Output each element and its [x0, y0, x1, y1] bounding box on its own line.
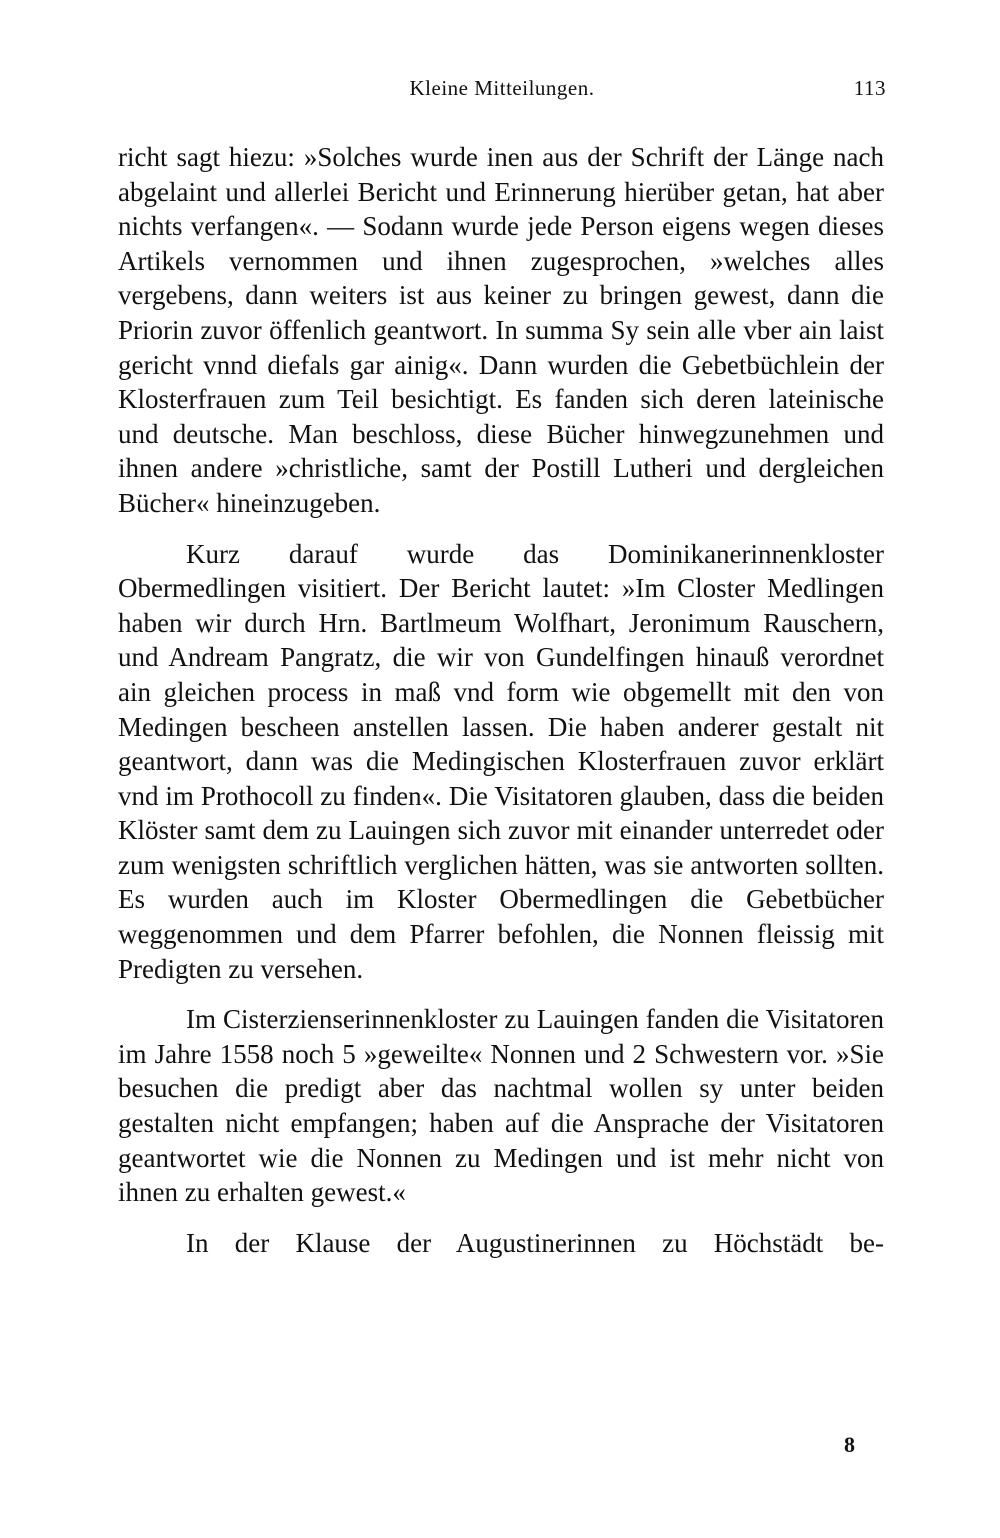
body-text	[118, 140, 884, 1260]
page-number: 113	[853, 76, 886, 100]
paragraph-4: In der Klause der Augustinerinnen zu Höchstädt be-	[186, 1227, 884, 1258]
running-head	[118, 76, 886, 104]
running-title: Kleine Mitteilungen.	[409, 76, 595, 100]
signature-mark: 8	[844, 1432, 855, 1457]
paragraph-3: Im Cisterzienserinnenkloster zu Lauingen fanden die Visitatoren im Jahre 1558 noch 5 »geweilte« Nonnen und 2 Schwestern vor. »Sie besuchen die predigt aber das nachtmal wollen sy unter beiden gestalten nicht empfangen; haben auf die Ansprache der Visitatoren geantwortet wie die Nonnen zu Medingen und ist mehr nicht von ihnen zu erhalten gewest.«	[118, 1004, 884, 1208]
paragraph-1: richt sagt hiezu: »Solches wurde inen aus der Schrift der Länge nach abgelaint und allerlei Bericht und Erinnerung hierüber getan, hat aber nichts verfangen«. — Sodann wurde jede Person eigens wegen dieses Artikels vernommen und ihnen zugesprochen, »welches alles vergebens, dann weiters ist aus keiner zu bringen gewest, dann die Priorin zuvor öffenlich geantwort. In summa Sy sein alle vber ain laist gericht vnnd diefals gar ainig«. Dann wurden die Gebetbüchlein der Klosterfrauen zum Teil besichtigt. Es fanden sich deren lateinische und deutsche. Man beschloss, diese Bücher hinwegzunehmen und ihnen andere »christliche, samt der Postill Lutheri und dergleichen Bücher« hineinzugeben.	[118, 142, 884, 518]
paragraph-2: Kurz darauf wurde das Dominikanerinnenkloster Obermedlingen visitiert. Der Bericht lautet: »Im Closter Medlingen haben wir durch Hrn. Bartlmeum Wolfhart, Jeronimum Rauschern, und Andream Pangratz, die wir von Gundelfingen hinauß verordnet ain gleichen process in maß vnd form wie obgemellt mit den von Medingen bescheen anstellen lassen. Die haben anderer gestalt nit geantwort, dann was die Medingischen Klosterfrauen zuvor erklärt vnd im Prothocoll zu finden«. Die Visitatoren glauben, dass die beiden Klöster samt dem zu Lauingen sich zuvor mit einander unterredet oder zum wenigsten schriftlich verglichen hätten, was sie antworten sollten. Es wurden auch im Kloster Obermedlingen die Gebetbücher weggenommen und dem Pfarrer befohlen, die Nonnen fleissig mit Predigten zu versehen.	[118, 538, 884, 984]
